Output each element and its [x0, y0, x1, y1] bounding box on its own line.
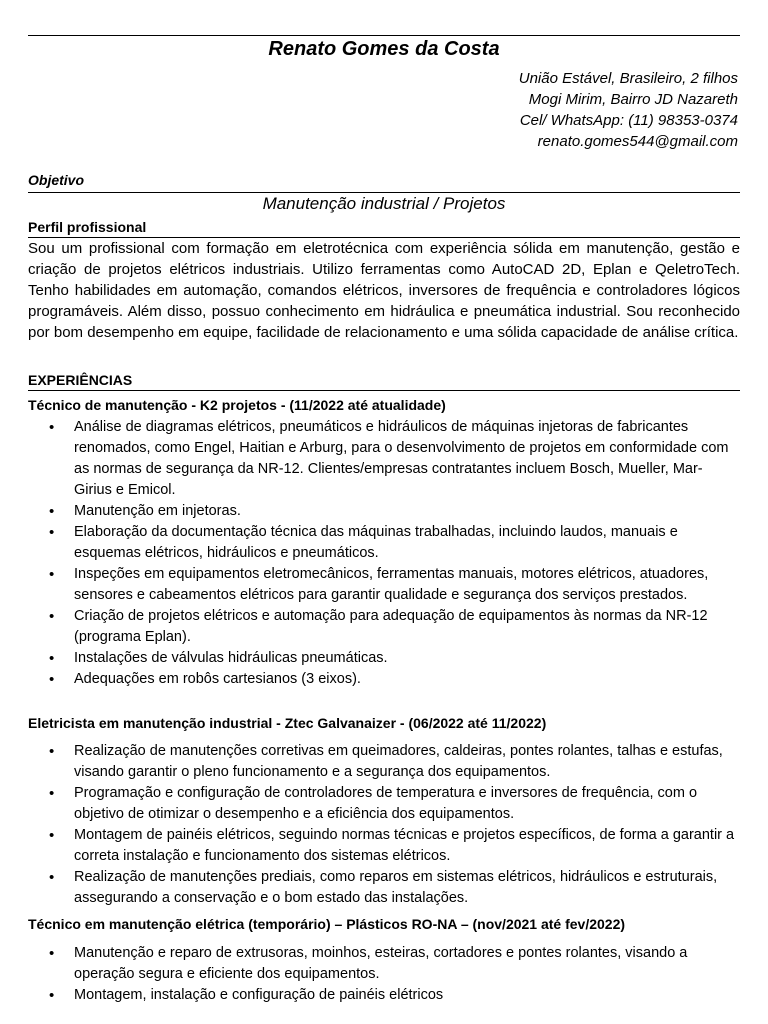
job-bullet-list	[28, 741, 740, 909]
list-item: • Elaboração da documentação técnica das máquinas trabalhadas, incluindo laudos, manuais e esquemas elétricos, hidráulicos e pneumáticos.	[28, 522, 740, 564]
list-item: • Inspeções em equipamentos eletromecânicos, ferramentas manuais, motores elétricos, atuadores, sensores e cabeamentos elétricos para garantir qualidade e segurança dos serviços prestados.	[28, 564, 740, 606]
objective-value: Manutenção industrial / Projetos	[262, 194, 506, 213]
objective-label: Objetivo	[28, 172, 85, 188]
job-title: Eletricista em manutenção industrial - Ztec Galvanaizer - (06/2022 até 11/2022)	[28, 715, 547, 731]
list-item: • Criação de projetos elétricos e automação para adequação de equipamentos às normas da NR-12 (programa Eplan).	[28, 606, 740, 648]
list-item: • Manutenção em injetoras.	[28, 501, 740, 522]
list-item: • Manutenção e reparo de extrusoras, moinhos, esteiras, cortadores e pontes rolantes, visando a operação segura e eficiente dos equipamentos.	[28, 943, 740, 985]
list-item: • Montagem, instalação e configuração de painéis elétricos	[28, 985, 740, 1006]
list-item: • Programação e configuração de controladores de temperatura e inversores de frequência, com o objetivo de otimizar o desempenho e a eficiência dos equipamentos.	[28, 783, 740, 825]
objective-divider	[28, 192, 740, 193]
job-title: Técnico em manutenção elétrica (temporário) – Plásticos RO-NA – (nov/2021 até fev/2022)	[28, 916, 626, 932]
experience-divider	[28, 390, 740, 391]
list-item: • Montagem de painéis elétricos, seguindo normas técnicas e projetos específicos, de forma a garantir a correta instalação e funcionamento dos sistemas elétricos.	[28, 825, 740, 867]
job-bullet-list	[28, 417, 740, 690]
email: renato.gomes544@gmail.com	[537, 133, 738, 150]
job-title: Técnico de manutenção - K2 projetos - (11/2022 até atualidade)	[28, 397, 446, 413]
phone: Cel/ WhatsApp: (11) 98353-0374	[519, 112, 738, 129]
list-item: • Adequações em robôs cartesianos (3 eixos).	[28, 669, 740, 690]
profile-text: Sou um profissional com formação em eletrotécnica com experiência sólida em manutenção, gestão e criação de projetos elétricos industriais. Utilizo ferramentas como AutoCAD 2D, Eplan e QeletroTech. Tenho habilidades em automação, comandos elétricos, inversores de frequência e controladores lógicos programáveis. Além disso, possuo conhecimento em hidráulica e pneumática industrial. Sou reconhecido por bom desempenho em equipe, facilidade de relacionamento e uma sólida capacidade de análise crítica.	[28, 240, 740, 341]
list-item: • Análise de diagramas elétricos, pneumáticos e hidráulicos de máquinas injetoras de fabricantes renomados, como Engel, Haitian e Arburg, para o desenvolvimento de projetos em conformidade com as normas de segurança da NR-12. Clientes/empresas contratantes incluem Bosch, Mueller, Mar-Girius e Emicol.	[28, 417, 740, 501]
experience-title: EXPERIÊNCIAS	[28, 372, 133, 388]
list-item: • Instalações de válvulas hidráulicas pneumáticas.	[28, 648, 740, 669]
list-item: • Realização de manutenções prediais, como reparos em sistemas elétricos, hidráulicos e estruturais, assegurando a conservação e o bom estado das instalações.	[28, 867, 740, 909]
personal-info: União Estável, Brasileiro, 2 filhos	[518, 70, 738, 87]
job-bullet-list	[28, 943, 740, 1006]
profile-title: Perfil profissional	[28, 219, 147, 235]
list-item: • Realização de manutenções corretivas em queimadores, caldeiras, pontes rolantes, talhas e estufas, visando garantir o pleno funcionamento e a segurança dos equipamentos.	[28, 741, 740, 783]
top-divider	[28, 35, 740, 36]
address: Mogi Mirim, Bairro JD Nazareth	[528, 91, 738, 108]
candidate-name: Renato Gomes da Costa	[268, 38, 500, 60]
contact-block	[519, 68, 738, 152]
